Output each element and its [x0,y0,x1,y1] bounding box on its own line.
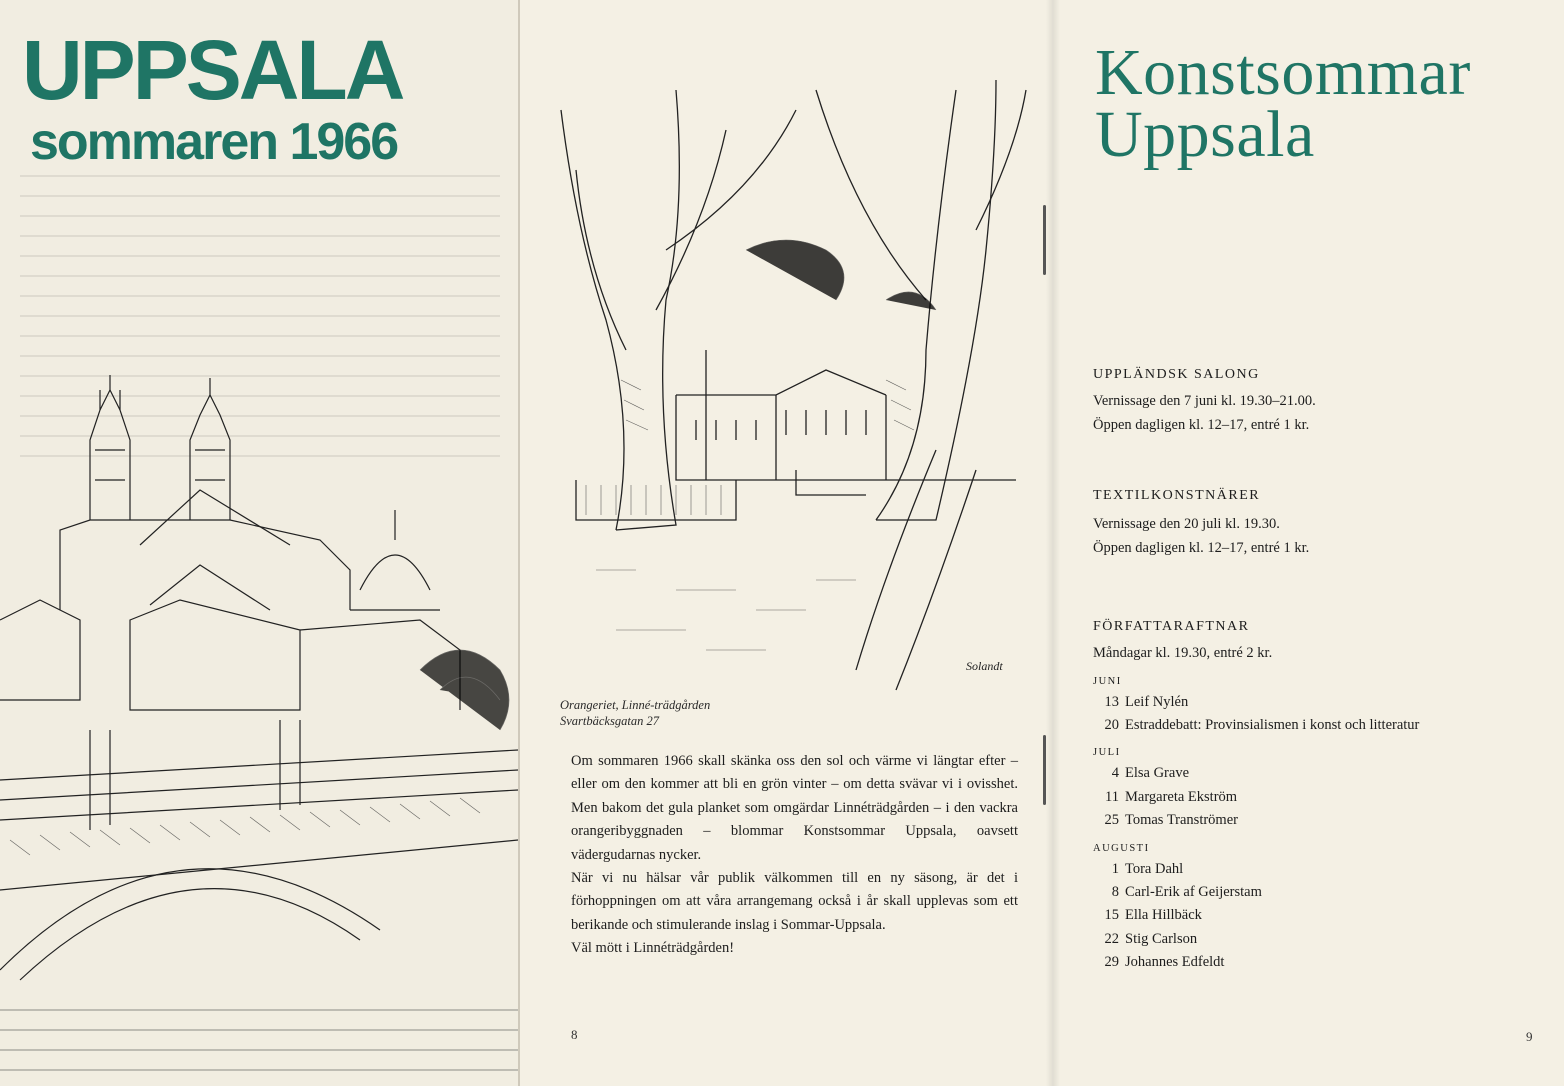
entry-name: Ella Hillbäck [1125,907,1202,924]
month-juli: JULI [1093,747,1121,759]
title-line-1: Konstsommar [1095,36,1471,109]
cover-subtitle: sommaren 1966 [30,113,398,171]
illustration-caption [560,697,710,729]
entry-name: Estraddebatt: Provinsialismen i konst och litteratur [1125,716,1420,733]
caption-line-1: Orangeriet, Linné-trädgården [560,698,711,712]
list-item [1093,904,1533,927]
entry-name: Leif Nylén [1125,693,1189,710]
page-number-left: 8 [571,1027,578,1042]
entry-day: 15 [1104,907,1119,924]
entry-day: 1 [1111,860,1119,877]
entry-day: 20 [1104,716,1119,733]
entry-day: 29 [1104,954,1119,971]
textil-hours: Öppen dagligen kl. 12–17, entré 1 kr. [1093,539,1310,556]
entry-name: Elsa Grave [1125,765,1190,782]
entry-day: 11 [1105,788,1119,805]
entry-name: Stig Carlson [1125,930,1198,947]
svg-text:Solandt: Solandt [966,659,1003,673]
page-number-right: 9 [1526,1029,1533,1044]
section-heading-textil: TEXTILKONSTNÄRER [1093,488,1261,503]
entry-day: 4 [1111,765,1119,782]
staple-top [1043,205,1046,275]
intro-paragraph: När vi nu hälsar vår publik välkommen till en ny säsong, är det i förhoppningen om att våra arrangemang också i år skall upplevas som ett berikande och stimulerande inslag i Sommar-Uppsala. [571,870,1018,933]
list-item [1093,858,1533,881]
textil-vernissage: Vernissage den 20 juli kl. 19.30. [1093,516,1280,532]
entry-name: Carl-Erik af Geijerstam [1125,883,1262,900]
entry-name: Johannes Edfeldt [1125,954,1225,971]
center-fold [1046,0,1060,1086]
section-heading-forfattar: FÖRFATTARAFTNAR [1093,619,1250,634]
title-line-2: Uppsala [1095,98,1315,171]
list-item [1093,928,1533,951]
list-item [1093,691,1533,714]
staple-bottom [1043,735,1046,805]
list-item [1093,786,1533,809]
entry-day: 25 [1104,812,1119,829]
cover-page [0,0,518,1086]
program-column [1093,364,1533,975]
cathedral-illustration [0,370,518,1086]
list-item [1093,951,1533,974]
intro-paragraph: Väl mött i Linnéträdgården! [571,940,735,957]
konstsommar-title [1095,36,1471,171]
intro-text [571,750,1018,961]
intro-paragraph: Om sommaren 1966 skall skänka oss den sol och värme vi längtar efter – eller om den kommer att bli en grön vinter – om detta svävar vi i ovisshet. Men bakom det gula planket som omgärdar Linnéträdgården – i den vackra orangeribyggnaden – blommar Konstsommar Uppsala, oavsett vädergudarnas nycker. [571,753,1018,863]
entry-day: 8 [1111,883,1119,900]
entry-name: Tomas Tranströmer [1125,812,1238,829]
salong-hours: Öppen dagligen kl. 12–17, entré 1 kr. [1093,416,1310,433]
section-heading-salong: UPPLÄNDSK SALONG [1093,367,1260,382]
entry-name: Tora Dahl [1125,860,1184,877]
entry-day: 13 [1104,693,1119,710]
entry-name: Margareta Ekström [1125,788,1238,805]
orangery-illustration [556,50,1032,698]
salong-vernissage: Vernissage den 7 juni kl. 19.30–21.00. [1093,393,1316,409]
entry-day: 22 [1104,930,1119,947]
list-item [1093,762,1533,785]
forfattar-info: Måndagar kl. 19.30, entré 2 kr. [1093,645,1273,661]
list-item [1093,881,1533,904]
list-item [1093,714,1533,737]
list-item [1093,809,1533,832]
cover-title: UPPSALA [22,23,403,117]
month-juni: JUNI [1093,675,1122,687]
month-augusti: AUGUSTI [1093,842,1150,854]
caption-line-2: Svartbäcksgatan 27 [560,714,659,728]
